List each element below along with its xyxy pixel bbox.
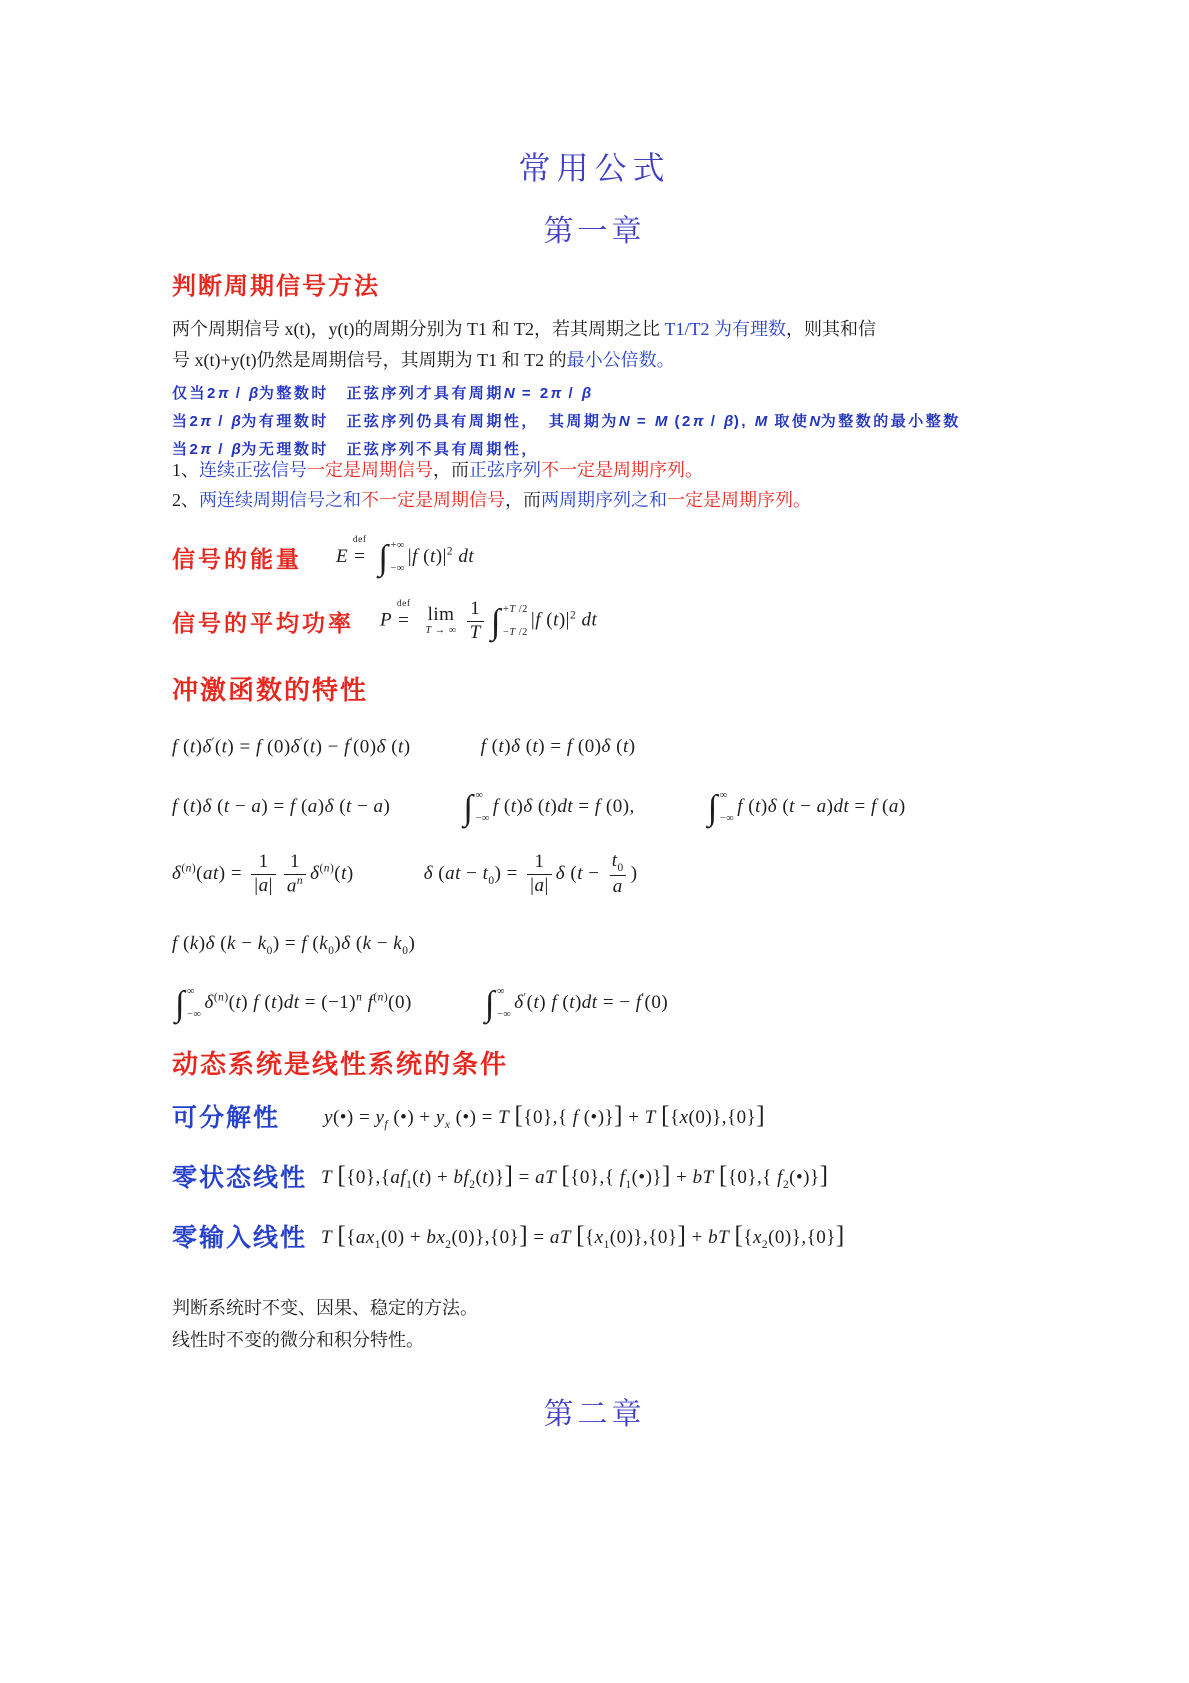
decomposability-label: 可分解性 [172, 1104, 281, 1132]
periodic-paragraph-line-2: 号 x(t)+y(t)仍然是周期信号，其周期为 T1 和 T2 的最小公倍数。 [172, 350, 675, 370]
impulse-formula-line-1 [172, 736, 636, 758]
closing-note-1: 判断系统时不变、因果、稳定的方法。 [172, 1298, 478, 1318]
signal-average-power-formula: P = def lim T → ∞ $\frac{1}{T}$ ∫ +T /2 −T /2 |f $(t)|^2$ dt [380, 598, 598, 643]
chapter-2-heading: 第二章 [543, 1398, 646, 1431]
note-line-2: 当2π / β为有理数时 正弦序列仍具有周期性， 其周期为N = M (2π / β), M 取使N为整数的最小整数 [172, 413, 961, 430]
periodic-blue-notes [172, 380, 961, 464]
formula-sifting-integral: ∫ ∞ −∞ f (t)δ (t)dt = f (0), [463, 788, 635, 827]
formula-delta-scaling-shift: δ $(at - t_0)$ = $\frac{1}{|a|}$ δ (t − $\frac{t_0}{a}$ ) [423, 850, 638, 898]
signal-energy-formula: E = def ∫ +∞ −∞ |f $(t)|^2$ dt [336, 535, 475, 577]
closing-note-2: 线性时不变的微分和积分特性。 [172, 1330, 424, 1350]
impulse-formula-line-5 [172, 986, 668, 1021]
signal-average-power-label: 信号的平均功率 [172, 609, 354, 636]
periodic-numbered-list [172, 455, 811, 515]
zero-input-linearity-label: 零输入线性 [172, 1224, 308, 1252]
formula-delta-shifted-product: f (t)δ (t − a) = f (a)δ (t − a) [172, 795, 391, 817]
signal-energy-row [172, 535, 475, 577]
impulse-formula-line-4 [172, 933, 415, 957]
numbered-item-1: 1、连续正弦信号一定是周期信号，而正弦序列不一定是周期序列。 [172, 460, 703, 480]
formula-delta-product: f (t)δ (t) = f (0)δ (t) [480, 736, 636, 758]
signal-average-power-row [172, 598, 597, 645]
chapter-1-heading: 第一章 [543, 215, 646, 248]
zero-state-linearity-formula: T $[\{0\},\{af_1(t) + bf_2(t)\}]$ = aT [{0},{ $f_1(•)$}] + bT [{0},{ $f_2(•)$}] [321, 1161, 829, 1191]
impulse-formula-line-3 [172, 850, 638, 899]
section-heading-linear-conditions: 动态系统是线性系统的条件 [172, 1049, 509, 1079]
formula-sifting-integral-shifted: ∫ ∞ −∞ f (t)δ (t − a)dt = f (a) [707, 788, 906, 827]
formula-nth-derivative-integral: ∫ ∞ −∞ $\delta^{(n)}(t)$ f $(t)dt = (-1)^n$ $f^{(n)}(0)$ [175, 984, 412, 1023]
periodic-paragraph [172, 314, 1057, 376]
section-heading-impulse-properties: 冲激函数的特性 [172, 675, 369, 705]
zero-input-linearity-formula: T $[\{ax_1(0) + bx_2(0)\},\{0\}]$ = aT $[\{x_1(0)\},\{0\}]$ + bT $[\{x_2(0)\},\{0\}]$ [321, 1221, 845, 1251]
formula-delta-scaling-nth: $\delta^{(n)}(at)$ = $\frac{1}{|a|}$ $\frac{1}{a^n}$ $\delta^{(n)}(t)$ [172, 851, 354, 897]
section-heading-periodic-method: 判断周期信号方法 [172, 273, 380, 300]
decomposability-formula: y(•) = $y_f$ (•) + $y_x$ (•) = T [{0},{ f (•)}] + T [{x(0)},{0}] [324, 1101, 766, 1131]
formula-delta-prime-product: f (t)δ′(t) = f (0)δ′(t) − f′(0)δ (t) [172, 736, 411, 758]
zero-state-linearity-row [172, 1158, 828, 1194]
formula-prime-derivative-integral: ∫ ∞ −∞ δ′(t) f (t)dt = − f′(0) [484, 984, 669, 1023]
signal-energy-label: 信号的能量 [172, 546, 302, 573]
formula-discrete-delta: f (k)δ $(k - k_0) = f$ $(k_0)\delta$ $(k - k_0)$ [172, 933, 416, 957]
note-line-1: 仅当2π / β为整数时 正弦序列才具有周期N = 2π / β [172, 385, 592, 402]
decomposability-row [172, 1098, 765, 1134]
closing-notes [172, 1292, 478, 1356]
numbered-item-2: 2、两连续周期信号之和不一定是周期信号，而两周期序列之和一定是周期序列。 [172, 490, 811, 510]
page-title: 常用公式 [518, 150, 671, 186]
zero-input-linearity-row [172, 1218, 845, 1254]
impulse-formula-line-2 [172, 790, 906, 825]
periodic-paragraph-line-1: 两个周期信号 x(t)，y(t)的周期分别为 T1 和 T2，若其周期之比 T1/T2 为有理数，则其和信 [172, 319, 876, 339]
note-line-3: 当2π / β为无理数时 正弦序列不具有周期性， [172, 441, 539, 458]
zero-state-linearity-label: 零状态线性 [172, 1164, 308, 1192]
